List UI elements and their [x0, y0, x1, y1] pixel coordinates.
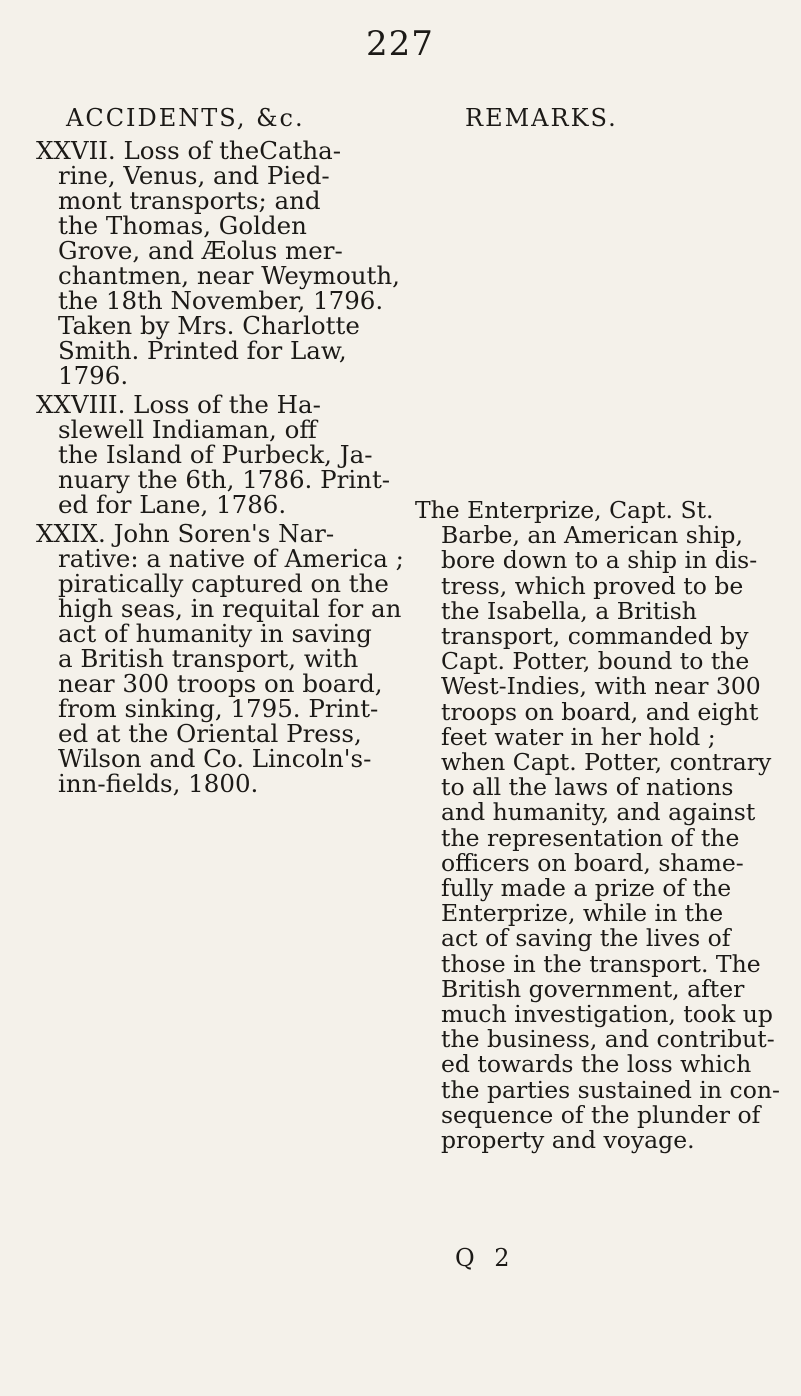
entry-line: ed at the Oriental Press, — [58, 719, 362, 748]
remark-line: the parties sustained in con- — [441, 1075, 780, 1104]
remark-paragraph — [415, 498, 795, 1153]
entry-line: ed for Lane, 1786. — [58, 490, 287, 519]
remark-line: property and voyage. — [441, 1126, 695, 1155]
catalog-entry — [36, 519, 404, 798]
entry-line: XXVII. Loss of theCatha- — [36, 136, 342, 165]
entry-line: XXIX. John Soren's Nar- — [36, 519, 335, 548]
entry-line: inn-fields, 1800. — [58, 769, 259, 798]
entry-line: XXVIII. Loss of the Ha- — [36, 390, 321, 419]
entry-line: chantmen, near Weymouth, — [58, 261, 400, 290]
remark-line: the representation of the — [441, 823, 740, 852]
entry-line: Taken by Mrs. Charlotte — [58, 311, 360, 340]
remark-line: ed towards the loss which — [441, 1050, 752, 1079]
remark-line: fully made a prize of the — [441, 874, 732, 903]
remark-line: officers on board, shame- — [441, 848, 744, 877]
remark-line: tress, which proved to be — [441, 571, 744, 600]
remark-line: much investigation, took up — [441, 1000, 773, 1029]
entry-line: piratically captured on the — [58, 569, 389, 598]
signature-mark: Q 2 — [455, 1244, 516, 1272]
entry-line: from sinking, 1795. Print- — [58, 694, 379, 723]
entry-line: rative: a native of America ; — [58, 544, 404, 573]
remark-line: when Capt. Potter, contrary — [441, 748, 772, 777]
entry-line: mont transports; and — [58, 186, 321, 215]
remark-line: troops on board, and eight — [441, 697, 759, 726]
remark-line: the Isabella, a British — [441, 596, 697, 625]
accidents-header: ACCIDENTS, &c. — [66, 104, 305, 132]
catalog-entry — [36, 390, 391, 519]
entry-line: Wilson and Co. Lincoln's- — [58, 744, 372, 773]
entry-line: high seas, in requital for an — [58, 594, 402, 623]
page-number: 227 — [366, 24, 434, 64]
remark-line: The Enterprize, Capt. St. — [415, 496, 714, 524]
remark-line: sequence of the plunder of — [441, 1100, 761, 1129]
accidents-column — [36, 104, 404, 798]
remark-line: and humanity, and against — [441, 798, 756, 827]
entry-line: near 300 troops on board, — [58, 669, 383, 698]
remark-line: those in the transport. The — [441, 949, 761, 978]
entry-line: rine, Venus, and Pied- — [58, 161, 330, 190]
entry-line: slewell Indiaman, off — [58, 415, 317, 444]
remark-line: Barbe, an American ship, — [441, 521, 743, 550]
catalog-entry — [36, 136, 400, 390]
remark-line: feet water in her hold ; — [441, 722, 716, 751]
remark-line: Enterprize, while in the — [441, 899, 724, 928]
remark-line: British government, after — [441, 974, 745, 1003]
remark-line: Capt. Potter, bound to the — [441, 647, 750, 676]
entry-line: Grove, and Æolus mer- — [58, 236, 343, 265]
entry-line: nuary the 6th, 1786. Print- — [58, 465, 391, 494]
entry-line: a British transport, with — [58, 644, 359, 673]
remark-line: West-Indies, with near 300 — [441, 672, 761, 701]
remark-line: the business, and contribut- — [441, 1025, 775, 1054]
entry-line: the 18th November, 1796. — [58, 286, 384, 315]
remark-line: act of saving the lives of — [441, 924, 731, 953]
entry-line: act of humanity in saving — [58, 619, 372, 648]
entry-line: Smith. Printed for Law, — [58, 336, 347, 365]
remarks-column — [415, 104, 795, 1155]
entry-line: 1796. — [58, 361, 129, 390]
entry-line: the Thomas, Golden — [58, 211, 307, 240]
remark-line: bore down to a ship in dis- — [441, 546, 758, 575]
remark-line: transport, commanded by — [441, 622, 749, 651]
remark-line: to all the laws of nations — [441, 773, 734, 802]
remarks-header: REMARKS. — [465, 104, 618, 132]
entry-line: the Island of Purbeck, Ja- — [58, 440, 373, 469]
